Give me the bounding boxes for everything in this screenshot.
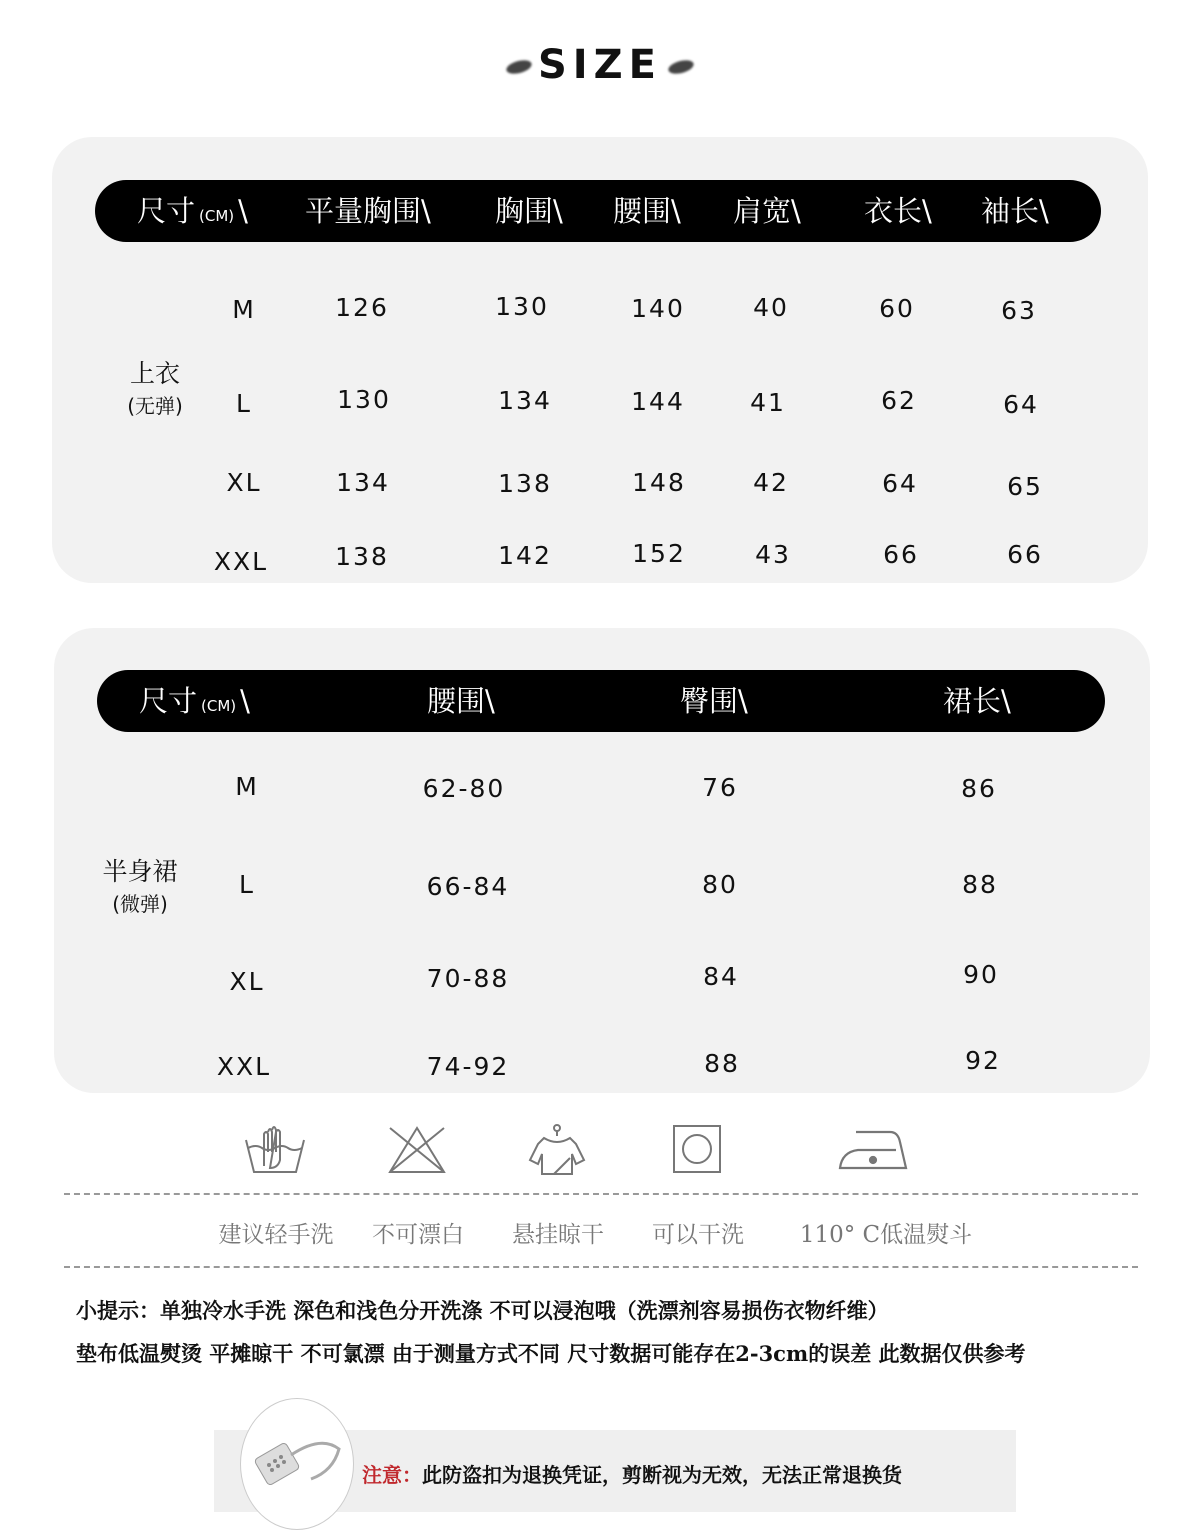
table-cell: 90 xyxy=(963,960,999,989)
hand-wash-icon xyxy=(242,1122,308,1178)
size-label: M xyxy=(235,772,259,801)
table-cell: 134 xyxy=(498,386,552,415)
table-cell: 65 xyxy=(1007,472,1043,501)
notice-text: 注意：此防盗扣为退换凭证，剪断视为无效，无法正常退换货 xyxy=(362,1463,902,1487)
table-cell: 62 xyxy=(881,386,917,415)
table-cell: 66 xyxy=(883,540,919,569)
table-cell: 63 xyxy=(1001,296,1037,325)
tip-line-2: 垫布低温熨烫 平摊晾干 不可氯漂 由于测量方式不同 尺寸数据可能存在2-3cm的误差 此数据仅供参考 xyxy=(76,1341,1026,1366)
table-cell: 148 xyxy=(632,468,686,497)
table-cell: 43 xyxy=(755,540,791,569)
table-cell: 64 xyxy=(1003,390,1039,419)
table-cell: 84 xyxy=(703,962,739,991)
size-label: M xyxy=(232,295,256,324)
table-cell: 92 xyxy=(965,1046,1001,1075)
table-cell: 138 xyxy=(335,542,389,571)
size-label: L xyxy=(239,870,255,899)
dry-clean-icon xyxy=(664,1122,730,1178)
size-label: XL xyxy=(226,468,262,497)
bottom-group-label: 半身裙 (微弹) xyxy=(102,857,178,916)
brush-stroke-left xyxy=(505,58,533,76)
table-cell: 86 xyxy=(961,774,997,803)
table-cell: 74-92 xyxy=(426,1052,510,1081)
table-cell: 126 xyxy=(335,293,389,322)
header-shoulder: 肩宽\ xyxy=(733,194,801,228)
table-cell: 76 xyxy=(702,773,738,802)
top-table-header xyxy=(95,180,1101,242)
tip-line-1: 小提示：单独冷水手洗 深色和浅色分开洗涤 不可以浸泡哦（洗漂剂容易损伤衣物纤维） xyxy=(76,1298,889,1323)
size-label: XXL xyxy=(216,1052,272,1081)
header-skirt-length: 裙长\ xyxy=(943,684,1011,718)
table-cell: 64 xyxy=(882,469,918,498)
table-cell: 66 xyxy=(1007,540,1043,569)
table-cell: 130 xyxy=(495,292,549,321)
table-cell: 138 xyxy=(498,469,552,498)
table-cell: 80 xyxy=(702,870,738,899)
header-size: 尺寸 (CM) \ xyxy=(137,194,248,228)
header-hip: 臀围\ xyxy=(680,684,748,718)
header-size: 尺寸 (CM) \ xyxy=(139,684,250,718)
divider xyxy=(64,1266,1138,1268)
care-label: 悬挂晾干 xyxy=(512,1222,604,1248)
top-group-label: 上衣 (无弹) xyxy=(127,359,183,418)
divider xyxy=(64,1193,1138,1195)
table-cell: 130 xyxy=(337,385,391,414)
table-cell: 41 xyxy=(750,388,786,417)
brush-stroke-right xyxy=(667,58,695,76)
header-flat-chest: 平量胸围\ xyxy=(305,194,431,228)
table-cell: 144 xyxy=(631,387,685,416)
table-cell: 88 xyxy=(962,870,998,899)
header-waist: 腰围\ xyxy=(613,194,681,228)
table-cell: 40 xyxy=(753,293,789,322)
iron-low-icon xyxy=(838,1122,908,1178)
bottom-table-header xyxy=(97,670,1105,732)
size-label: XXL xyxy=(213,547,269,576)
table-cell: 152 xyxy=(632,539,686,568)
table-cell: 66-84 xyxy=(426,872,510,901)
table-cell: 60 xyxy=(879,294,915,323)
table-cell: 142 xyxy=(498,541,552,570)
security-tag-image xyxy=(240,1398,354,1530)
table-cell: 42 xyxy=(753,468,789,497)
table-cell: 88 xyxy=(704,1049,740,1078)
table-cell: 140 xyxy=(631,294,685,323)
hang-dry-icon xyxy=(524,1122,590,1178)
size-label: L xyxy=(236,389,252,418)
header-length: 衣长\ xyxy=(864,194,932,228)
header-sleeve: 袖长\ xyxy=(981,194,1049,228)
header-waist: 腰围\ xyxy=(427,684,495,718)
care-label: 110° C低温熨斗 xyxy=(799,1222,973,1248)
table-cell: 70-88 xyxy=(426,964,510,993)
table-cell: 134 xyxy=(336,468,390,497)
care-label: 可以干洗 xyxy=(652,1222,744,1248)
page-title: SIZE xyxy=(0,42,1200,88)
size-label: XL xyxy=(229,967,265,996)
care-label: 建议轻手洗 xyxy=(218,1222,334,1248)
header-chest: 胸围\ xyxy=(495,194,563,228)
table-cell: 62-80 xyxy=(422,774,506,803)
no-bleach-icon xyxy=(384,1122,450,1178)
care-label: 不可漂白 xyxy=(372,1222,464,1248)
